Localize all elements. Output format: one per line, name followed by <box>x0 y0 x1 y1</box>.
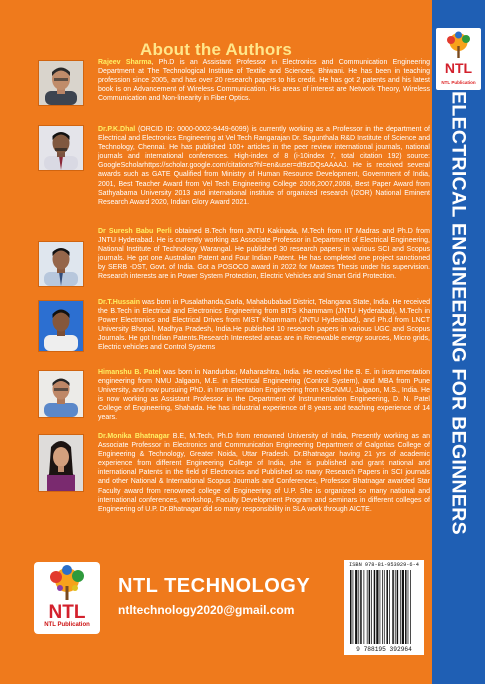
author-photo <box>38 125 84 171</box>
barcode-number: 9 788195 392964 <box>356 646 412 653</box>
spine-title-text: ELECTRICAL ENGINEERING FOR BEGINNERS <box>447 91 470 535</box>
author-name: Rajeev Sharma <box>98 59 152 66</box>
author-bio-text: , Ph.D is an Assistant Professor in Electronics and Communication Engineering Department at The Technological Institute of Textile and Sciences, Bhiwani. He has been in teaching profession since 2005, and has over 20 research papers to his credit. He has got 2 patents and his latest book is on Advancement of Wireless Communication. His areas of interest are Network Theory, Wireless Communication and Non-linearity in Fiber Optics. <box>98 59 430 103</box>
tree-logo-icon <box>34 562 100 622</box>
barcode-bar <box>384 570 385 644</box>
spine-publisher-logo <box>436 28 481 90</box>
author-entry <box>38 432 430 552</box>
author-bio <box>98 298 430 353</box>
author-bio <box>98 368 430 423</box>
author-photo <box>38 60 84 106</box>
author-name: Dr Suresh Babu Perli <box>98 228 172 235</box>
barcode-bar <box>353 570 354 644</box>
person-photo-icon <box>39 371 83 417</box>
publisher-brand: NTL TECHNOLOGY <box>118 575 311 597</box>
author-entry <box>38 368 430 438</box>
barcode-bar <box>400 570 401 644</box>
author-photo <box>38 241 84 287</box>
author-name: Himanshu B. Patel <box>98 369 161 376</box>
author-entry <box>38 227 430 307</box>
barcode-bar <box>369 570 371 644</box>
author-photo <box>38 434 84 492</box>
author-name: Dr.T.Hussain <box>98 299 141 306</box>
author-bio-text: (ORCID ID: 0000-0002-9449-6099) is currently working as a Professor in the department of Electrical and Electronics Engineering at Vel Tech Rangarajan Dr. Sagunthala R&D Institute of Science and Technology, Chennai. He has published 100+ articles in the peer review international journals, national journals and international conferences. High-index of 8 (i-10index 7, total citation 192) source: GoogleScholarhttps://scholar.google.com/citations?hl=en&user=dt9zDQsAAAAJ. He is received several awards such as GATE Qualified from Ministry of Human Resource Development, Government of India, 2001, Best Teacher Award from Vel Tech Engineering College 2006,2007,2008, Best Paper Award from Sathyabama University 2013 and international institute of organized research (I2OR) National Eminent Research Award 2020, Indian Glory Award 2021. <box>98 126 430 206</box>
barcode-bar <box>392 570 394 644</box>
logo-letters: NTL <box>444 60 473 76</box>
tree-logo-icon <box>436 28 481 80</box>
barcode-bar <box>405 570 407 644</box>
person-photo-icon <box>39 435 83 491</box>
author-bio <box>98 58 430 103</box>
barcode-bar <box>395 570 396 644</box>
isbn-barcode-box <box>344 560 424 655</box>
author-bio <box>98 432 430 514</box>
about-authors-heading: About the Authors <box>140 40 292 59</box>
author-bio <box>98 227 430 282</box>
author-photo <box>38 370 84 418</box>
barcode-bar <box>380 570 381 644</box>
author-entry <box>38 58 430 122</box>
barcode-bar <box>355 570 357 644</box>
barcode-bar <box>408 570 409 644</box>
logo-letters: NTL <box>48 602 86 622</box>
author-name: Dr.Monika Bhatnagar <box>98 433 170 440</box>
author-bio-text: B.E, M.Tech, Ph.D from renowned University of India, Presently working as an Associate Professor in Electronics and Communication Engineering Department of Galgotias College of Engineering & Technology, Greater Noida, Uttar Pradesh. Dr.Bhatnagar having 21 yrs of academic experience from different Engineering College of India, she is published and grant national and international Patents in the field of Electronics and Published so many Research Papers in SCI journals and other National & International Scopus Journals and Conferences, Professor Bhatnagar awarded Star Faculty award from renowned college of Engineering of U.P. She is organized so many national and international conferences, workshop, Faculty Development Program and seminars in different colleges of Engineering of U.P. Dr.Bhatnagar did so many responsibility in SLA work through AICTE. <box>98 433 430 513</box>
person-photo-icon <box>39 242 83 286</box>
barcode-bar <box>350 570 352 644</box>
person-photo-icon <box>39 301 83 351</box>
barcode-bar <box>376 570 378 644</box>
barcode-bar <box>382 570 383 644</box>
barcode-bar <box>410 570 411 644</box>
barcode-bar <box>360 570 362 644</box>
person-photo-icon <box>39 126 83 170</box>
barcode-bar <box>367 570 368 644</box>
barcode-bar <box>389 570 390 644</box>
author-entry <box>38 298 430 372</box>
barcode-bar <box>397 570 399 644</box>
barcode-bar <box>358 570 359 644</box>
author-bio-text: was born in Pusalathanda,Garla, Mahabubabad District, Telangana State, India. He received the B.Tech in Electrical and Electronics Engineering from BITS Khammam (JNTU Hyderabad), M.Tech in Power Electronics and Electrical Drives from MIST Khammam (JNTU Hyderabad), and Ph.d from LNCT University Bhopal, Madhya Pradesh, India.He published 10 research papers in various UGC and Scopus Journals. He got Indian Patents.Research Interested areas are in Renewable energy sources, Micro grids, Electric vehicles and Control Systems <box>98 299 430 352</box>
spine-logo-caption: NTL Publication <box>441 80 476 85</box>
barcode-bar <box>374 570 376 644</box>
author-bio-text: obtained B.Tech from JNTU Kakinada, M.Tech from IIT Madras and Ph.D from JNTU Hyderabad. He is currently working as Associate Professor in Department of Electrical Engineering, National Institute of Technology Warangal. He published 30 research papers in various SCI and Scopus journals. He got one Australian Patent and Four Indian Patent. He has completed one project sanctioned by SERB -DST, Govt. of India. Got a POSOCO award in 2022 for Masters Thesis under his supervision. Research interests are in Power System Protection, Electric Vehicles and Smart Grid Protection. <box>98 228 430 281</box>
barcode-icon <box>348 570 420 646</box>
barcode-bar <box>364 570 365 644</box>
publisher-logo-caption: NTL Publication <box>44 622 90 628</box>
isbn-label: ISBN 978-81-953929-6-4 <box>349 562 419 568</box>
publisher-email[interactable]: ntltechnology2020@gmail.com <box>118 603 295 617</box>
author-name: Dr.P.K.Dhal <box>98 126 136 133</box>
barcode-bar <box>386 570 388 644</box>
author-bio-text: was born in Nandurbar, Maharashtra, India. He received the B. E. in instrumentation engineering from NMU Jalgaon, M.E. in Electrical Engineering (Control System), and MBA from Pune University, and now pursuing PhD. in Instrumentation Engineering from KBCNMU, Jalgaon, M.S., India. He is now working as Assistant Professor in the Department of Instrumentation Engineering, D. N. Patel College of Engineering, Shahada. He has industrial experience of 8 years and teaching experience of 14 years. <box>98 369 430 422</box>
author-bio <box>98 125 430 207</box>
barcode-bar <box>402 570 404 644</box>
author-photo <box>38 300 84 352</box>
person-photo-icon <box>39 61 83 105</box>
barcode-bar <box>371 570 372 644</box>
publisher-logo <box>34 562 100 634</box>
